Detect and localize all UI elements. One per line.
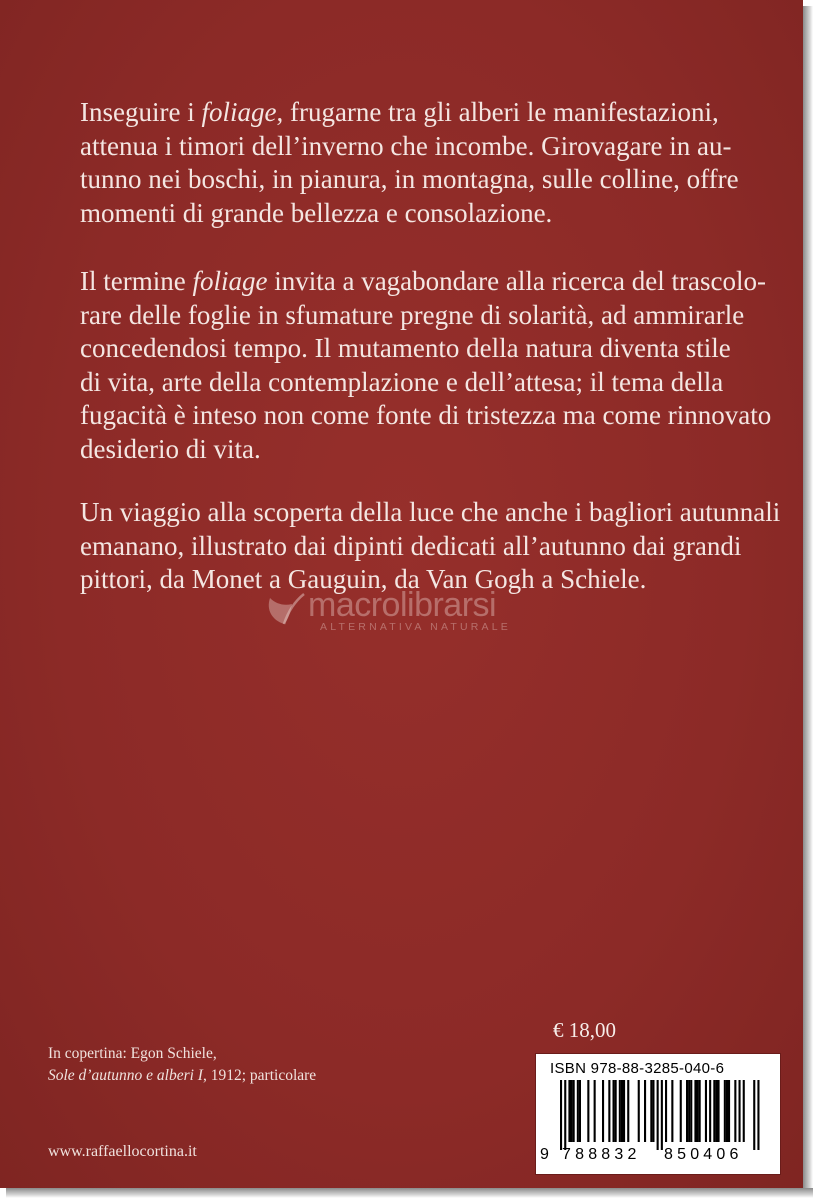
barcode-bar: [739, 1080, 741, 1142]
text-run: Il termine: [80, 266, 193, 296]
barcode-bar: [619, 1080, 621, 1142]
barcode-bar: [657, 1080, 659, 1150]
price: € 18,00: [553, 1018, 616, 1042]
barcode-bar: [718, 1080, 720, 1142]
barcode-bar: [743, 1080, 745, 1142]
barcode-bar: [671, 1080, 673, 1142]
barcode-bar: [568, 1080, 570, 1142]
text-run: rare delle foglie in sfumature pregne di solarità, ad ammirarle: [80, 299, 745, 330]
text-run: Inseguire i: [80, 97, 202, 127]
blurb-line: [80, 332, 780, 366]
barcode-bar: [699, 1080, 701, 1142]
isbn-label: ISBN 978-88-3285-040-6: [550, 1060, 725, 1077]
barcode-bar: [697, 1080, 699, 1142]
barcode-bar: [615, 1080, 617, 1142]
text-run: concedendosi tempo. Il mutamento della natura diventa stile: [80, 333, 731, 363]
publisher-website: www.raffaellocortina.it: [48, 1143, 197, 1160]
barcode-bar: [661, 1080, 663, 1150]
text-run: pittori, da Monet a Gauguin, da Van Gogh a Schiele.: [80, 564, 647, 594]
barcode-bar: [709, 1080, 711, 1142]
leaf-logo-icon: [262, 590, 306, 626]
barcode-bar: [571, 1080, 573, 1142]
italic-term: foliage: [192, 266, 268, 296]
blurb-line: [80, 265, 780, 299]
barcode-bar: [587, 1080, 589, 1142]
barcode-bar: [650, 1080, 652, 1142]
credit-line-2: [48, 1065, 316, 1087]
barcode-bar: [579, 1080, 581, 1142]
barcode-bar: [724, 1080, 726, 1142]
text-run: desiderio di vita.: [80, 433, 261, 464]
barcode-bar: [602, 1080, 604, 1142]
barcode-bar: [688, 1080, 690, 1142]
text-run: di vita, arte della contemplazione e dell’attesa; il tema della: [80, 366, 724, 397]
blurb-line: [80, 299, 780, 333]
barcode-bar: [577, 1080, 579, 1142]
blurb-paragraph-2: [80, 265, 780, 466]
barcode-bar: [623, 1080, 625, 1142]
text-run: emanano, illustrato dai dipinti dedicati all’autunno dai grandi: [80, 530, 742, 561]
italic-term: foliage: [201, 97, 277, 127]
blurb-line: [80, 96, 780, 130]
blurb-paragraph-1: [80, 96, 780, 230]
barcode-bar: [690, 1080, 692, 1142]
blurb-line: [80, 433, 780, 467]
barcode-bar: [728, 1080, 730, 1142]
text-run: invita a vagabondare alla ricerca del trascolo-: [267, 266, 766, 296]
watermark: [262, 588, 562, 634]
barcode-bar: [608, 1080, 610, 1142]
text-run: , frugarne tra gli alberi le manifestazioni,: [276, 97, 719, 127]
text-run: tunno nei boschi, in pianura, in montagna, sulle colline, offre: [80, 164, 739, 194]
artwork-details: , 1912; particolare: [202, 1067, 317, 1084]
barcode-bar: [613, 1080, 615, 1142]
ean-first-digit: 9: [540, 1146, 550, 1163]
blurb-line: [80, 496, 780, 530]
credit-line-1: In copertina: Egon Schiele,: [48, 1045, 217, 1062]
barcode-bar: [560, 1080, 562, 1150]
text-run: attenua i timori dell’inverno che incombe. Girovagare in au-: [80, 130, 732, 161]
barcode-bar: [734, 1080, 736, 1142]
watermark-tagline: ALTERNATIVA NATURALE: [320, 621, 511, 633]
blurb-line: [80, 399, 780, 433]
watermark-name: macrolibrarsi: [308, 586, 497, 624]
barcode-bar: [686, 1080, 688, 1142]
barcode-bar: [564, 1080, 566, 1150]
barcode-bar: [713, 1080, 715, 1142]
barcode-bar: [652, 1080, 654, 1142]
barcode-bar: [715, 1080, 717, 1142]
barcode-bar: [705, 1080, 707, 1142]
page-shadow-right: [803, 6, 813, 1192]
text-run: fugacità è inteso non come fonte di tristezza ma come rinnovato: [80, 400, 772, 430]
blurb-line: [80, 366, 780, 400]
barcode-bar: [644, 1080, 646, 1142]
barcode-bar: [757, 1080, 759, 1150]
barcode-icon: [544, 1080, 774, 1150]
blurb-line: [80, 530, 780, 564]
barcode-bar: [753, 1080, 755, 1150]
text-run: momenti di grande bellezza e consolazione.: [80, 197, 553, 228]
page-shadow-bottom: [6, 1188, 813, 1198]
barcode-bar: [726, 1080, 728, 1142]
barcode-bar: [594, 1080, 596, 1142]
cover-credit: [48, 1043, 316, 1087]
barcode-bar: [665, 1080, 667, 1142]
barcode-bar: [694, 1080, 696, 1142]
text-run: Un viaggio alla scoperta della luce che anche i bagliori autunnali: [80, 497, 781, 527]
barcode-box: [535, 1053, 781, 1175]
barcode-bar: [573, 1080, 575, 1142]
ean-left-group: 788832: [562, 1146, 641, 1163]
ean-right-group: 850406: [664, 1146, 743, 1163]
blurb-line: [80, 130, 780, 164]
blurb-paragraph-3: [80, 496, 780, 597]
blurb-line: [80, 197, 780, 231]
blurb-line: [80, 163, 780, 197]
barcode-bar: [638, 1080, 640, 1142]
barcode-bar: [627, 1080, 629, 1142]
artwork-title: Sole d’autunno e alberi I: [48, 1067, 203, 1084]
barcode-bar: [621, 1080, 623, 1142]
barcode-bar: [680, 1080, 682, 1142]
